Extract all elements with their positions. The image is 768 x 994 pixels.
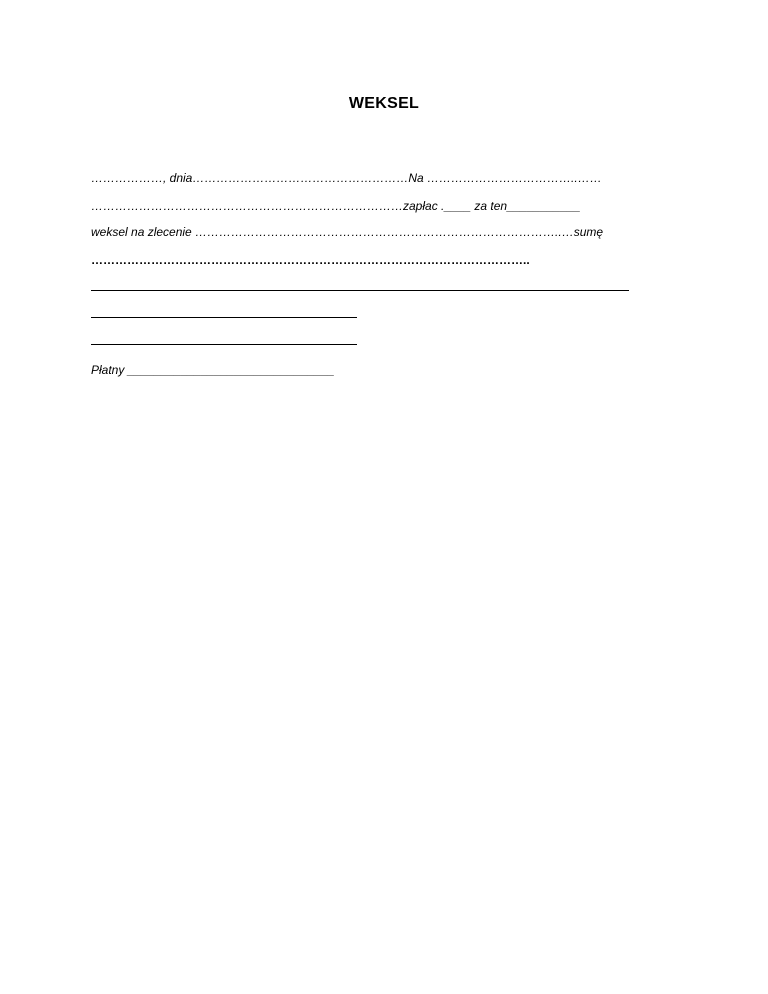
blank-rule-short-1 xyxy=(91,317,357,318)
line-pay-for: ……………………………………………………………………zapłac .____ za ten___________ xyxy=(91,199,581,213)
blank-rule-short-2 xyxy=(91,344,357,345)
line-order-of: weksel na zlecenie ………………………………………………………………………………..…sumę xyxy=(91,225,604,239)
line-date-place: ………………, dnia………………………………………………Na ………………………………..…… xyxy=(91,171,602,185)
blank-rule-full xyxy=(91,290,629,291)
line-sum-amount: ……………………………………………………………………………………………….. xyxy=(91,253,530,267)
document-title: WEKSEL xyxy=(348,95,420,112)
payable-line: Płatny _______________________________ xyxy=(91,363,335,377)
